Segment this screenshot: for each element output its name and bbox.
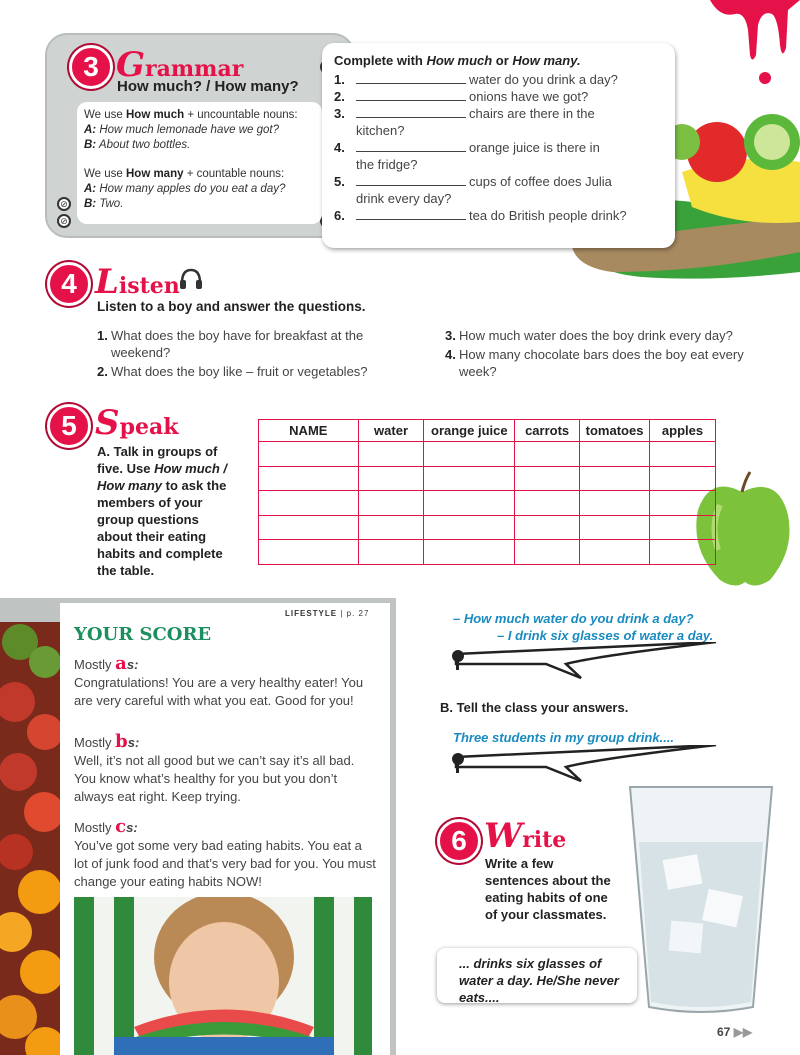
speak-title: Speak xyxy=(95,403,179,443)
score-c: Mostly cs: You’ve got some very bad eating habits. You eat a lot of junk food and that’s very bad for you. You must change your eating habits NOW! xyxy=(74,816,376,889)
exercise-panel xyxy=(322,43,675,248)
answer-blank[interactable] xyxy=(356,89,466,101)
answer-blank[interactable] xyxy=(356,140,466,152)
table-cell[interactable] xyxy=(515,466,580,491)
listen-instruction: Listen to a boy and answer the questions. xyxy=(97,299,366,314)
exercise-heading: Complete with How much or How many. xyxy=(334,53,581,68)
table-cell[interactable] xyxy=(515,491,580,516)
tell-instruction: B. Tell the class your answers. xyxy=(440,700,629,715)
exercise-item: 3. chairs are there in the kitchen? xyxy=(334,106,595,138)
table-cell[interactable] xyxy=(515,540,580,565)
table-header: tomatoes xyxy=(580,420,650,442)
table-cell[interactable] xyxy=(424,491,515,516)
page-number: 67 ▶▶ xyxy=(717,1025,753,1039)
table-cell[interactable] xyxy=(580,442,650,467)
table-header: NAME xyxy=(259,420,359,442)
dialog-example: Three students in my group drink.... xyxy=(453,730,675,745)
answer-blank[interactable] xyxy=(356,208,466,220)
table-cell[interactable] xyxy=(580,540,650,565)
table-cell[interactable] xyxy=(650,491,716,516)
write-instruction: Write a few sentences about the eating habits of one of your classmates. xyxy=(485,856,611,922)
table-cell[interactable] xyxy=(259,466,359,491)
table-cell[interactable] xyxy=(358,491,424,516)
grammar-title: Grammar xyxy=(116,45,244,85)
exercise-item: 1. water do you drink a day? xyxy=(334,72,618,87)
listen-questions-right: 3. How much water does the boy drink every day? 4. How many chocolate bars does the boy eat every week? xyxy=(445,328,744,379)
speak-instruction: A. Talk in groups of five. Use How much / How many to ask the members of your group questions about their eating habits and complete the table. xyxy=(97,444,228,578)
listen-questions-left: 1. What does the boy have for breakfast at the weekend? 2. What does the boy like – fruit or vegetables? xyxy=(97,328,368,379)
table-cell[interactable] xyxy=(580,491,650,516)
table-cell[interactable] xyxy=(259,515,359,540)
step-5-badge: 5 xyxy=(47,404,91,448)
write-title: Write xyxy=(484,816,567,856)
table-cell[interactable] xyxy=(259,540,359,565)
table-cell[interactable] xyxy=(358,442,424,467)
exercise-item: 5. cups of coffee does Julia drink every day? xyxy=(334,174,612,206)
table-cell[interactable] xyxy=(650,442,716,467)
dialog-question: – How much water do you drink a day? xyxy=(453,611,694,626)
table-cell[interactable] xyxy=(358,466,424,491)
table-cell[interactable] xyxy=(515,515,580,540)
table-cell[interactable] xyxy=(424,466,515,491)
table-header: carrots xyxy=(515,420,580,442)
table-row xyxy=(259,466,716,491)
exercise-item: 2. onions have we got? xyxy=(334,89,589,104)
step-3-badge: 3 xyxy=(69,45,113,89)
paint-drip-decoration xyxy=(700,0,800,90)
source-reference: LIFESTYLE | p. 27 xyxy=(285,609,370,618)
step-4-badge: 4 xyxy=(47,262,91,306)
table-cell[interactable] xyxy=(259,442,359,467)
water-glass-image xyxy=(625,782,777,1017)
table-cell[interactable] xyxy=(424,540,515,565)
answer-blank[interactable] xyxy=(356,72,466,84)
grammar-rules: We use How much + uncountable nouns: A: How much lemonade have we got? B: About two bottles. We use How many + countable nouns: A: How many apples do you eat a day? B: Two. xyxy=(77,102,322,224)
exercise-item: 4. orange juice is there in the fridge? xyxy=(334,140,600,172)
table-cell[interactable] xyxy=(424,515,515,540)
table-header: water xyxy=(358,420,424,442)
table-header: apples xyxy=(650,420,716,442)
table-cell[interactable] xyxy=(259,491,359,516)
speech-bubble-icon xyxy=(446,745,721,783)
table-cell[interactable] xyxy=(650,466,716,491)
step-6-badge: 6 xyxy=(437,819,481,863)
table-cell[interactable] xyxy=(358,515,424,540)
table-row xyxy=(259,515,716,540)
table-cell[interactable] xyxy=(424,442,515,467)
write-example-box: ... drinks six glasses of water a day. He/She never eats.... xyxy=(437,948,637,1003)
headphones-icon xyxy=(178,267,204,291)
table-row xyxy=(259,442,716,467)
answer-blank[interactable] xyxy=(356,106,466,118)
table-cell[interactable] xyxy=(515,442,580,467)
listen-title: Listen xyxy=(95,262,180,302)
exercise-item: 6. tea do British people drink? xyxy=(334,208,627,223)
table-cell[interactable] xyxy=(580,466,650,491)
grammar-subtitle: How much? / How many? xyxy=(117,78,299,95)
table-header: orange juice xyxy=(424,420,515,442)
fruit-photo xyxy=(0,622,60,1055)
screw-icon: ⊘ xyxy=(57,197,71,211)
table-row xyxy=(259,491,716,516)
table-cell[interactable] xyxy=(358,540,424,565)
answer-blank[interactable] xyxy=(356,174,466,186)
speak-table xyxy=(258,419,716,565)
table-cell[interactable] xyxy=(650,515,716,540)
dialog-answer: – I drink six glasses of water a day. xyxy=(497,628,714,643)
screw-icon: ⊘ xyxy=(57,214,71,228)
table-cell[interactable] xyxy=(650,540,716,565)
table-cell[interactable] xyxy=(580,515,650,540)
table-row xyxy=(259,540,716,565)
score-a: Mostly as: Congratulations! You are a very healthy eater! You are very careful with what you eat. Good for you! xyxy=(74,653,364,708)
girl-watermelon-photo xyxy=(74,897,372,1055)
score-b: Mostly bs: Well, it’s not all good but we can’t say it’s all bad. You know what’s healthy for you but you don’t always eat right. Keep trying. xyxy=(74,731,355,804)
speech-bubble-icon xyxy=(446,642,721,680)
score-title: YOUR SCORE xyxy=(74,624,212,645)
